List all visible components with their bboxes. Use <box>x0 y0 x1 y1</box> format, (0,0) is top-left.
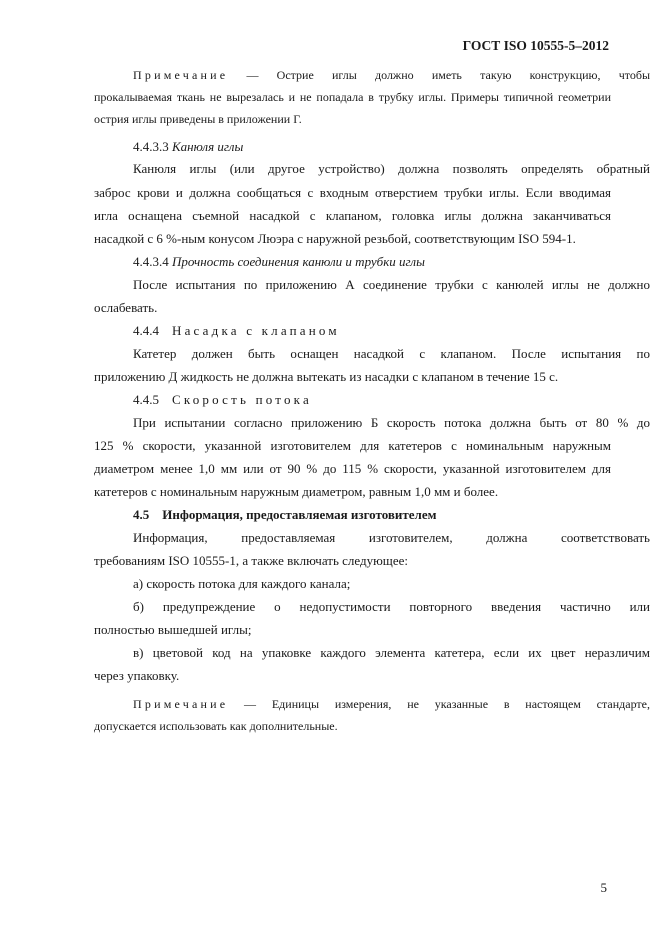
list-item: а) скорость потока для каждого канала; <box>133 576 351 591</box>
paragraph-line: требованиям ISO 10555-1, а также включать следующее: <box>94 553 408 568</box>
note-2-line-1: Примечание — Единицы измерения, не указанные в настоящем стандарте, <box>133 697 650 711</box>
list-item-continuation: полностью вышедшей иглы; <box>94 622 252 637</box>
paragraph-line: катетеров с номинальным наружным диаметром, равным 1,0 мм и более. <box>94 484 499 499</box>
list-item: б) предупреждение о недопустимости повторного введения частично или <box>133 599 650 614</box>
paragraph-line: приложению Д жидкость не должна вытекать из насадки с клапаном в течение 15 с. <box>94 369 559 384</box>
paragraph-line: игла оснащена съемной насадкой с клапаном, головка иглы должна заканчиваться <box>94 208 611 223</box>
paragraph-line: После испытания по приложению А соединение трубки с канюлей иглы не должно <box>133 277 650 292</box>
section-heading: 4.5 Информация, предоставляемая изготовителем <box>133 507 437 522</box>
paragraph-line: Катетер должен быть оснащен насадкой с клапаном. После испытания по <box>133 346 650 361</box>
page-number: 5 <box>600 880 607 895</box>
section-heading: 4.4.3.3 Канюля иглы <box>133 139 244 154</box>
paragraph-line: При испытании согласно приложению Б скорость потока должна быть от 80 % до <box>133 415 650 430</box>
note-1-line-1: Примечание — Острие иглы должно иметь такую конструкцию, чтобы <box>133 68 650 82</box>
note-2-line-2: допускается использовать как дополнительные. <box>94 719 338 733</box>
section-heading: 4.4.5 Скорость потока <box>133 392 312 407</box>
list-item: в) цветовой код на упаковке каждого элемента катетера, если их цвет неразличим <box>133 645 650 660</box>
paragraph-line: ослабевать. <box>94 300 158 315</box>
paragraph-line: 125 % скорости, указанной изготовителем для катетеров с номинальным наружным <box>94 438 611 453</box>
paragraph-line: Канюля иглы (или другое устройство) должна позволять определять обратный <box>133 161 650 176</box>
paragraph-line: диаметром менее 1,0 мм или от 90 % до 115 % скорости, указанной изготовителем для <box>94 461 611 476</box>
section-heading: 4.4.3.4 Прочность соединения канюли и трубки иглы <box>133 254 425 269</box>
note-label: Примечание <box>133 68 229 82</box>
list-item-continuation: через упаковку. <box>94 668 180 683</box>
section-heading: 4.4.4 Насадка с клапаном <box>133 323 340 338</box>
note-label: Примечание <box>133 697 229 711</box>
note-1-line-3: острия иглы приведены в приложении Г. <box>94 112 302 126</box>
document-header: ГОСТ ISO 10555-5–2012 <box>462 38 609 53</box>
paragraph-line: Информация, предоставляемая изготовителем, должна соответствовать <box>133 530 650 545</box>
note-1-line-2: прокалываемая ткань не вырезалась и не попадала в трубку иглы. Примеры типичной геометрии <box>94 90 611 104</box>
paragraph-line: заброс крови и должна сообщаться с входным отверстием трубки иглы. Если вводимая <box>94 185 611 200</box>
paragraph-line: насадкой с 6 %-ным конусом Люэра с наружной резьбой, соответствующим ISO 594-1. <box>94 231 576 246</box>
